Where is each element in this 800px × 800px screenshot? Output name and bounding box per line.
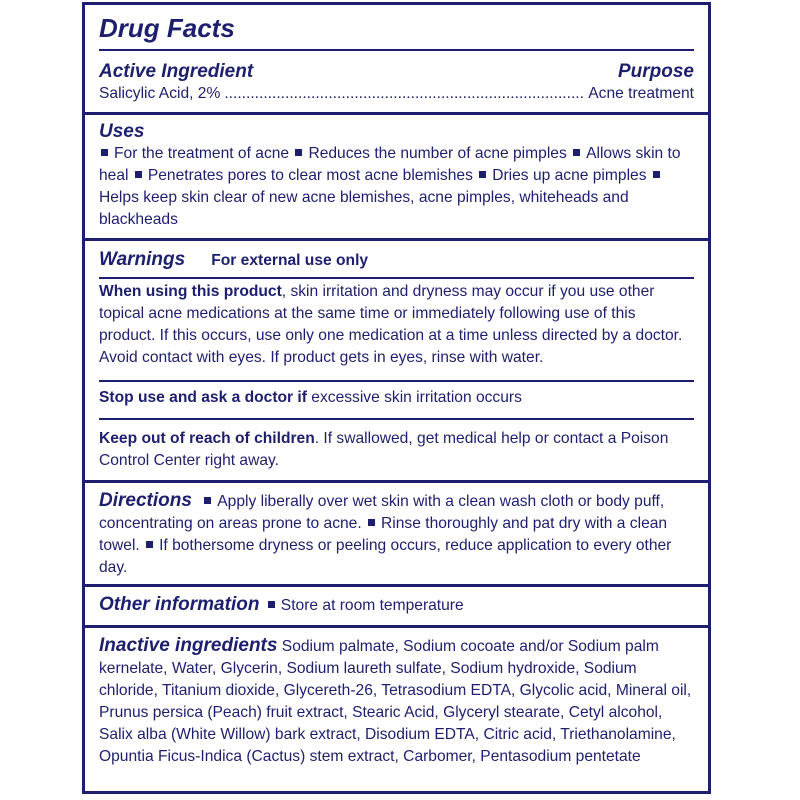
warnings-subheading: For external use only bbox=[211, 252, 369, 269]
keep-out-label: Keep out of reach of children bbox=[99, 430, 315, 447]
bullet-icon bbox=[135, 171, 142, 178]
uses-section bbox=[99, 121, 694, 231]
active-ingredient-row bbox=[99, 83, 694, 105]
stop-use-text: excessive skin irritation occurs bbox=[306, 389, 522, 406]
section-divider-directions bbox=[85, 584, 708, 587]
uses-item: Reduces the number of acne pimples bbox=[308, 145, 567, 162]
uses-item: Penetrates pores to clear most acne blemishes bbox=[147, 167, 473, 184]
inactive-ingredients-heading: Inactive ingredients bbox=[99, 635, 278, 656]
bullet-icon bbox=[295, 149, 302, 156]
purpose-heading: Purpose bbox=[617, 61, 694, 82]
directions-item: Rinse thoroughly and pat dry with a clean towel. bbox=[99, 515, 668, 554]
bullet-icon bbox=[479, 171, 486, 178]
stop-use-label: Stop use and ask a doctor if bbox=[99, 389, 307, 406]
drug-facts-title: Drug Facts bbox=[99, 13, 235, 43]
other-information-heading: Other information bbox=[99, 594, 260, 615]
when-using-text: , skin irritation and dryness may occur if you use other topical acne medications at the same time or immediately following use of this product. If this occurs, use only one medication at a time unless directed by a doctor. Avoid contact with eyes. If product gets in eyes, rinse with water. bbox=[99, 283, 683, 366]
directions-section bbox=[99, 490, 694, 579]
bullet-icon bbox=[573, 149, 580, 156]
uses-heading: Uses bbox=[99, 121, 145, 142]
bullet-icon bbox=[368, 519, 375, 526]
inactive-ingredients-section bbox=[99, 635, 694, 768]
title-divider bbox=[99, 49, 694, 51]
section-divider-warnings bbox=[85, 480, 708, 483]
directions-item: Apply liberally over wet skin with a clean wash cloth or body puff, concentrating on areas prone to acne. bbox=[99, 493, 665, 532]
bullet-icon bbox=[268, 601, 275, 608]
inactive-ingredients-text: Sodium palmate, Sodium cocoate and/or Sodium palm kernelate, Water, Glycerin, Sodium laureth sulfate, Sodium hydroxide, Sodium chloride, Titanium dioxide, Glycereth-26, Tetrasodium EDTA, Glycolic acid, Mineral oil, Prunus persica (Peach) fruit extract, Stearic Acid, Glyceryl stearate, Cetyl alcohol, Salix alba (White Willow) bark extract, Disodium EDTA, Citric acid, Triethanolamine, Opuntia Ficus-Indica (Cactus) stem extract, Carbomer, Pentasodium pentetate bbox=[99, 638, 692, 765]
bullet-icon bbox=[653, 171, 660, 178]
active-ingredient-purpose: Acne treatment bbox=[588, 85, 694, 102]
warnings-section bbox=[99, 249, 694, 272]
active-ingredient-name: Salicylic Acid, 2% bbox=[99, 85, 221, 102]
other-information-section bbox=[99, 594, 694, 617]
warnings-divider bbox=[99, 277, 694, 279]
active-ingredient-heading: Active Ingredient bbox=[99, 61, 254, 82]
active-ingredient-section bbox=[99, 61, 694, 105]
warnings-heading: Warnings bbox=[99, 249, 186, 270]
keep-out-block bbox=[99, 428, 694, 472]
directions-heading: Directions bbox=[99, 490, 192, 511]
uses-item: Helps keep skin clear of new acne blemishes, acne pimples, whiteheads and blackheads bbox=[99, 189, 629, 228]
bullet-icon bbox=[204, 497, 211, 504]
leader-dots bbox=[224, 83, 584, 105]
bullet-icon bbox=[101, 149, 108, 156]
directions-item: If bothersome dryness or peeling occurs, reduce application to every other day. bbox=[99, 537, 672, 576]
keep-out-text: . If swallowed, get medical help or contact a Poison Control Center right away. bbox=[99, 430, 669, 469]
bullet-icon bbox=[146, 541, 153, 548]
uses-item: Dries up acne pimples bbox=[492, 167, 647, 184]
when-using-block bbox=[99, 281, 694, 369]
stop-use-block bbox=[99, 387, 694, 409]
uses-item: For the treatment of acne bbox=[114, 145, 290, 162]
drug-facts-panel bbox=[82, 2, 711, 794]
when-using-label: When using this product bbox=[99, 283, 282, 300]
section-divider-uses bbox=[85, 238, 708, 241]
uses-list bbox=[99, 143, 694, 231]
section-divider-active bbox=[85, 112, 708, 115]
keep-out-divider bbox=[99, 418, 694, 420]
stop-use-divider bbox=[99, 380, 694, 382]
other-information-item: Store at room temperature bbox=[280, 597, 464, 614]
uses-item: Allows skin to heal bbox=[99, 145, 681, 184]
section-divider-other bbox=[85, 625, 708, 628]
